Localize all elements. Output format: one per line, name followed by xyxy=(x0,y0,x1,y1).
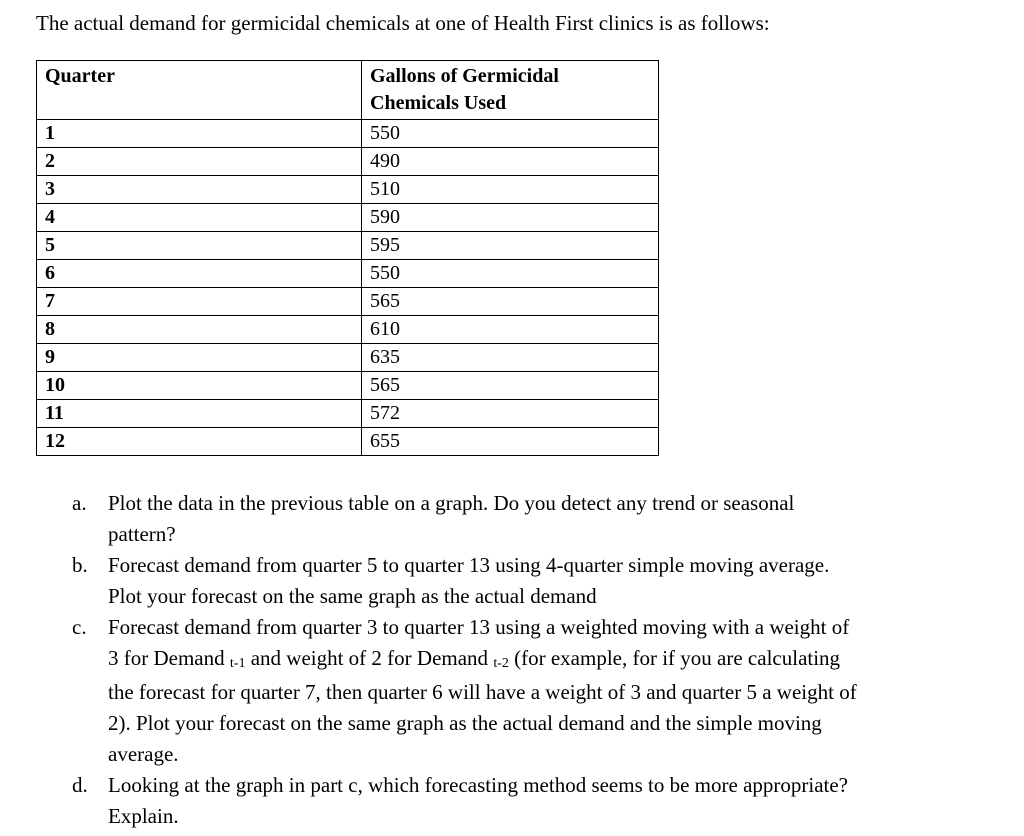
question-c-letter: c. xyxy=(72,615,87,639)
question-c-line4: 2). Plot your forecast on the same graph as the actual demand and the simple moving xyxy=(108,711,822,735)
table-header-row xyxy=(37,61,659,120)
question-c xyxy=(72,612,988,770)
question-b-line2: Plot your forecast on the same graph as the actual demand xyxy=(108,584,597,608)
subscript-t-minus-1: t-1 xyxy=(229,656,246,671)
question-c-line5: average. xyxy=(108,742,179,766)
gallons-cell: 655 xyxy=(362,428,659,456)
gallons-cell: 510 xyxy=(362,176,659,204)
question-b xyxy=(72,550,988,612)
table-row xyxy=(37,428,659,456)
quarter-header: Quarter xyxy=(37,61,362,120)
table-row xyxy=(37,232,659,260)
gallons-cell: 610 xyxy=(362,316,659,344)
table-row xyxy=(37,288,659,316)
question-b-line1: Forecast demand from quarter 5 to quarter 13 using 4-quarter simple moving average. xyxy=(108,553,830,577)
gallons-cell: 635 xyxy=(362,344,659,372)
quarter-cell: 8 xyxy=(37,316,362,344)
gallons-cell: 565 xyxy=(362,372,659,400)
table-row xyxy=(37,344,659,372)
quarter-cell: 3 xyxy=(37,176,362,204)
question-a xyxy=(72,488,988,550)
question-a-line2: pattern? xyxy=(108,522,176,546)
question-c-line3: the forecast for quarter 7, then quarter 6 will have a weight of 3 and quarter 5 a weight of xyxy=(108,680,857,704)
question-list xyxy=(72,488,988,832)
table-row xyxy=(37,120,659,148)
intro-text: The actual demand for germicidal chemicals at one of Health First clinics is as follows: xyxy=(36,11,770,35)
question-a-line1: Plot the data in the previous table on a graph. Do you detect any trend or seasonal xyxy=(108,491,795,515)
question-d-letter: d. xyxy=(72,773,88,797)
question-c-line1: Forecast demand from quarter 3 to quarter 13 using a weighted moving with a weight of xyxy=(108,615,850,639)
gallons-cell: 550 xyxy=(362,260,659,288)
quarter-cell: 7 xyxy=(37,288,362,316)
quarter-cell: 9 xyxy=(37,344,362,372)
question-b-letter: b. xyxy=(72,553,88,577)
table-row xyxy=(37,372,659,400)
gallons-cell: 595 xyxy=(362,232,659,260)
gallons-cell: 490 xyxy=(362,148,659,176)
quarter-cell: 12 xyxy=(37,428,362,456)
table-row xyxy=(37,204,659,232)
table-row xyxy=(37,400,659,428)
table-row xyxy=(37,260,659,288)
quarter-cell: 11 xyxy=(37,400,362,428)
question-d-line2: Explain. xyxy=(108,804,179,828)
quarter-cell: 5 xyxy=(37,232,362,260)
gallons-cell: 572 xyxy=(362,400,659,428)
question-c-line2-mid: and weight of 2 for Demand xyxy=(250,646,489,670)
quarter-cell: 10 xyxy=(37,372,362,400)
quarter-cell: 6 xyxy=(37,260,362,288)
quarter-cell: 1 xyxy=(37,120,362,148)
subscript-t-minus-2: t-2 xyxy=(493,656,509,671)
question-d-line1: Looking at the graph in part c, which forecasting method seems to be more appropriate? xyxy=(108,773,849,797)
gallons-cell: 565 xyxy=(362,288,659,316)
question-a-letter: a. xyxy=(72,491,87,515)
quarter-cell: 2 xyxy=(37,148,362,176)
question-c-line2-pre: 3 for Demand xyxy=(108,646,225,670)
table-row xyxy=(37,176,659,204)
quarter-cell: 4 xyxy=(37,204,362,232)
question-c-line2-post: (for example, for if you are calculating xyxy=(514,646,841,670)
question-d xyxy=(72,770,988,832)
table-row xyxy=(37,316,659,344)
gallons-cell: 590 xyxy=(362,204,659,232)
gallons-header: Gallons of Germicidal Chemicals Used xyxy=(362,61,659,120)
gallons-cell: 550 xyxy=(362,120,659,148)
demand-table xyxy=(36,60,659,456)
table-row xyxy=(37,148,659,176)
